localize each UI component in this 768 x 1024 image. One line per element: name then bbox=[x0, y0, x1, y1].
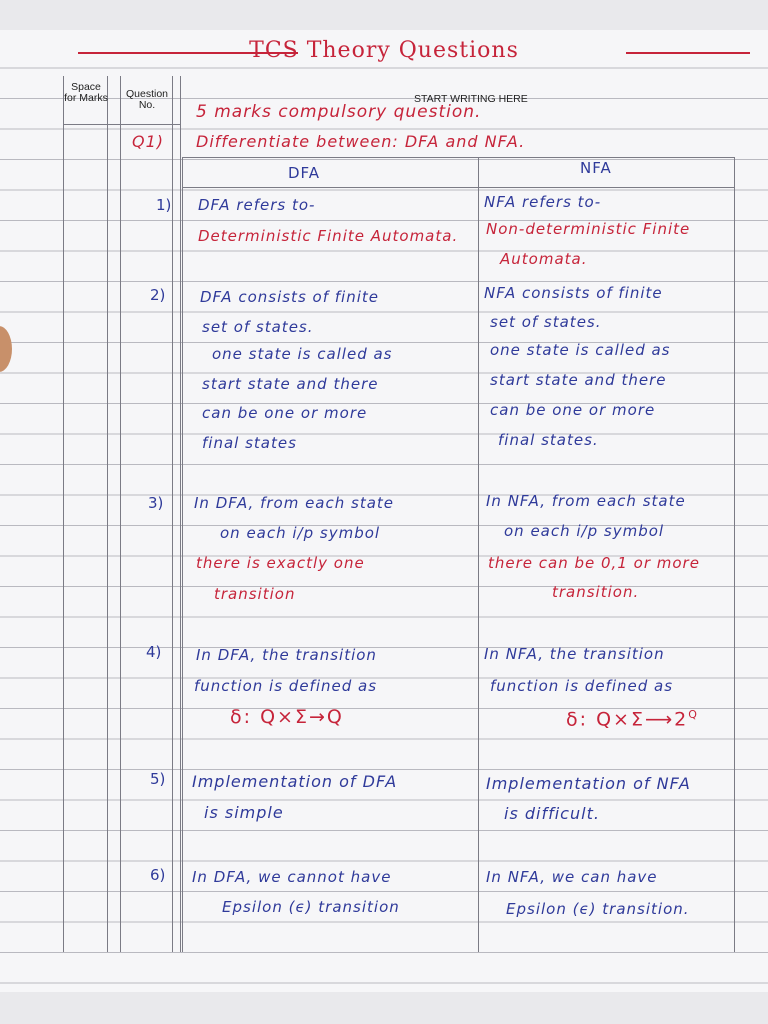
start-writing-label: START WRITING HERE bbox=[414, 93, 528, 105]
formula-exponent: Q bbox=[688, 708, 699, 721]
margin-line-5 bbox=[107, 76, 108, 952]
table-column-divider bbox=[478, 157, 479, 952]
formula-text: δ: Q×Σ⟶2 bbox=[566, 708, 689, 731]
dfa-cell-line: function is defined as bbox=[194, 677, 378, 695]
row-number: 4) bbox=[146, 643, 162, 661]
dfa-cell-line: Implementation of DFA bbox=[192, 772, 398, 791]
nfa-cell-line: final states. bbox=[498, 431, 599, 449]
nfa-cell-line: Epsilon (ϵ) transition. bbox=[506, 900, 690, 918]
nfa-cell-line: NFA refers to- bbox=[484, 193, 602, 211]
dfa-cell-line: can be one or more bbox=[202, 404, 368, 422]
nfa-transition-formula bbox=[566, 708, 699, 730]
dfa-cell-line: DFA consists of finite bbox=[200, 288, 379, 306]
row-number: 2) bbox=[150, 286, 166, 304]
nfa-cell-line: In NFA, from each state bbox=[486, 492, 686, 510]
dfa-cell-line: there is exactly one bbox=[196, 554, 365, 572]
dfa-transition-formula: δ: Q×Σ→Q bbox=[230, 706, 344, 728]
nfa-cell-line: set of states. bbox=[490, 313, 602, 331]
question-no-header: Question No. bbox=[125, 88, 169, 111]
dfa-cell-line: Epsilon (ϵ) transition bbox=[222, 898, 400, 916]
question-text: Differentiate between: DFA and NFA. bbox=[196, 132, 526, 151]
nfa-cell-line: In NFA, we can have bbox=[486, 868, 658, 886]
column-header-nfa: NFA bbox=[580, 159, 612, 177]
nfa-cell-line: can be one or more bbox=[490, 401, 656, 419]
header-underline bbox=[63, 124, 180, 125]
nfa-cell-line: Automata. bbox=[500, 250, 588, 268]
margin-line-2 bbox=[120, 76, 121, 952]
dfa-cell-line: set of states. bbox=[202, 318, 314, 336]
nfa-cell-line: one state is called as bbox=[490, 341, 671, 359]
nfa-cell-line: function is defined as bbox=[490, 677, 674, 695]
nfa-cell-line: there can be 0,1 or more bbox=[488, 554, 700, 572]
dfa-cell-line: DFA refers to- bbox=[198, 196, 316, 214]
column-header-dfa: DFA bbox=[288, 164, 321, 182]
nfa-cell-line: is difficult. bbox=[504, 804, 600, 823]
dfa-cell-line: one state is called as bbox=[212, 345, 393, 363]
row-number: 5) bbox=[150, 770, 166, 788]
margin-line-1 bbox=[63, 76, 64, 952]
dfa-cell-line: Deterministic Finite Automata. bbox=[198, 227, 459, 245]
dfa-cell-line: final states bbox=[202, 434, 297, 452]
nfa-cell-line: on each i/p symbol bbox=[504, 522, 665, 540]
dfa-cell-line: In DFA, we cannot have bbox=[192, 868, 392, 886]
nfa-cell-line: transition. bbox=[552, 583, 640, 601]
intro-text: 5 marks compulsory question. bbox=[196, 102, 482, 122]
table-header-border bbox=[182, 187, 734, 188]
nfa-cell-line: start state and there bbox=[490, 371, 667, 389]
row-number: 3) bbox=[148, 494, 164, 512]
page-title: TCS Theory Questions bbox=[249, 38, 519, 63]
dfa-cell-line: start state and there bbox=[202, 375, 379, 393]
nfa-cell-line: NFA consists of finite bbox=[484, 284, 663, 302]
space-for-marks-header: Space for Marks bbox=[64, 81, 108, 104]
dfa-cell-line: is simple bbox=[204, 803, 284, 822]
nfa-cell-line: Implementation of NFA bbox=[486, 774, 691, 793]
dfa-cell-line: In DFA, from each state bbox=[194, 494, 395, 512]
nfa-cell-line: In NFA, the transition bbox=[484, 645, 665, 663]
table-right-border bbox=[734, 157, 735, 952]
row-number: 1) bbox=[156, 196, 172, 214]
question-number: Q1) bbox=[132, 132, 165, 151]
margin-line-3 bbox=[172, 76, 173, 952]
dfa-cell-line: In DFA, the transition bbox=[196, 646, 377, 664]
dfa-cell-line: transition bbox=[214, 585, 296, 603]
nfa-cell-line: Non-deterministic Finite bbox=[486, 220, 691, 238]
row-number: 6) bbox=[150, 866, 166, 884]
table-top-border bbox=[182, 157, 734, 158]
table-left-border bbox=[182, 157, 183, 952]
dfa-cell-line: on each i/p symbol bbox=[220, 524, 381, 542]
